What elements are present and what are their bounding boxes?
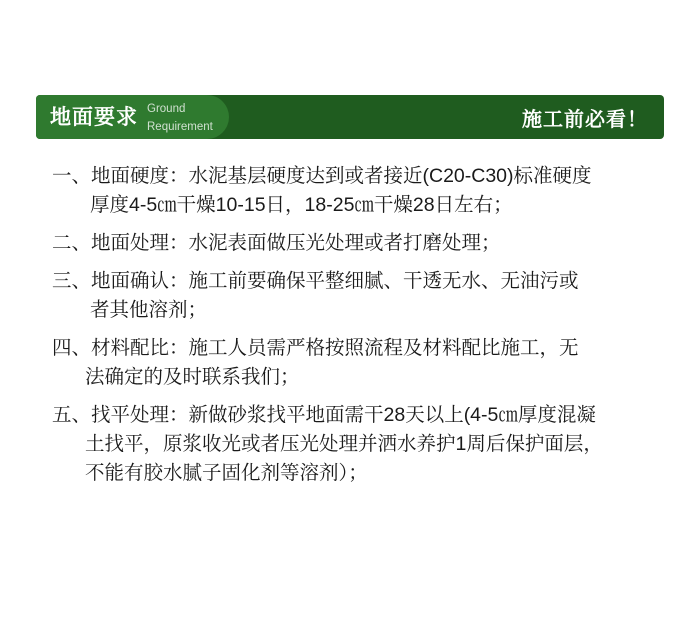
header-title-english-line1: Ground bbox=[147, 103, 186, 115]
header-title-english bbox=[147, 99, 213, 135]
list-item bbox=[52, 162, 662, 220]
list-item-line: 一、地面硬度：水泥基层硬度达到或者接近(C20-C30)标准硬度 bbox=[52, 165, 592, 187]
header-title-tag bbox=[36, 95, 229, 139]
list-item-line: 四、材料配比：施工人员需严格按照流程及材料配比施工，无 bbox=[52, 337, 579, 359]
list-item-line: 法确定的及时联系我们； bbox=[85, 366, 300, 388]
list-item-line: 者其他溶剂； bbox=[90, 299, 208, 321]
header-title-chinese: 地面要求 bbox=[50, 105, 138, 129]
requirement-list bbox=[52, 162, 662, 497]
list-item-line: 三、地面确认：施工前要确保平整细腻、干透无水、无油污或 bbox=[52, 270, 579, 292]
list-item-line: 不能有胶水腻子固化剂等溶剂）； bbox=[85, 462, 368, 484]
list-item-line: 土找平，原浆收光或者压光处理并洒水养护1周后保护面层， bbox=[85, 433, 603, 455]
header-notice bbox=[522, 95, 648, 139]
list-item-line: 厚度4-5㎝干燥10-15日，18-25㎝干燥28日左右； bbox=[90, 194, 513, 216]
list-item bbox=[52, 267, 662, 325]
list-item bbox=[52, 229, 662, 258]
list-item bbox=[52, 401, 662, 488]
list-item-line: 二、地面处理：水泥表面做压光处理或者打磨处理； bbox=[52, 232, 501, 254]
section-header bbox=[36, 95, 664, 139]
header-title-english-line2: Requirement bbox=[147, 121, 213, 133]
list-item bbox=[52, 334, 662, 392]
list-item-line: 五、找平处理：新做砂浆找平地面需干28天以上(4-5㎝厚度混凝 bbox=[52, 404, 596, 426]
header-notice-text: 施工前必看！ bbox=[522, 108, 648, 131]
